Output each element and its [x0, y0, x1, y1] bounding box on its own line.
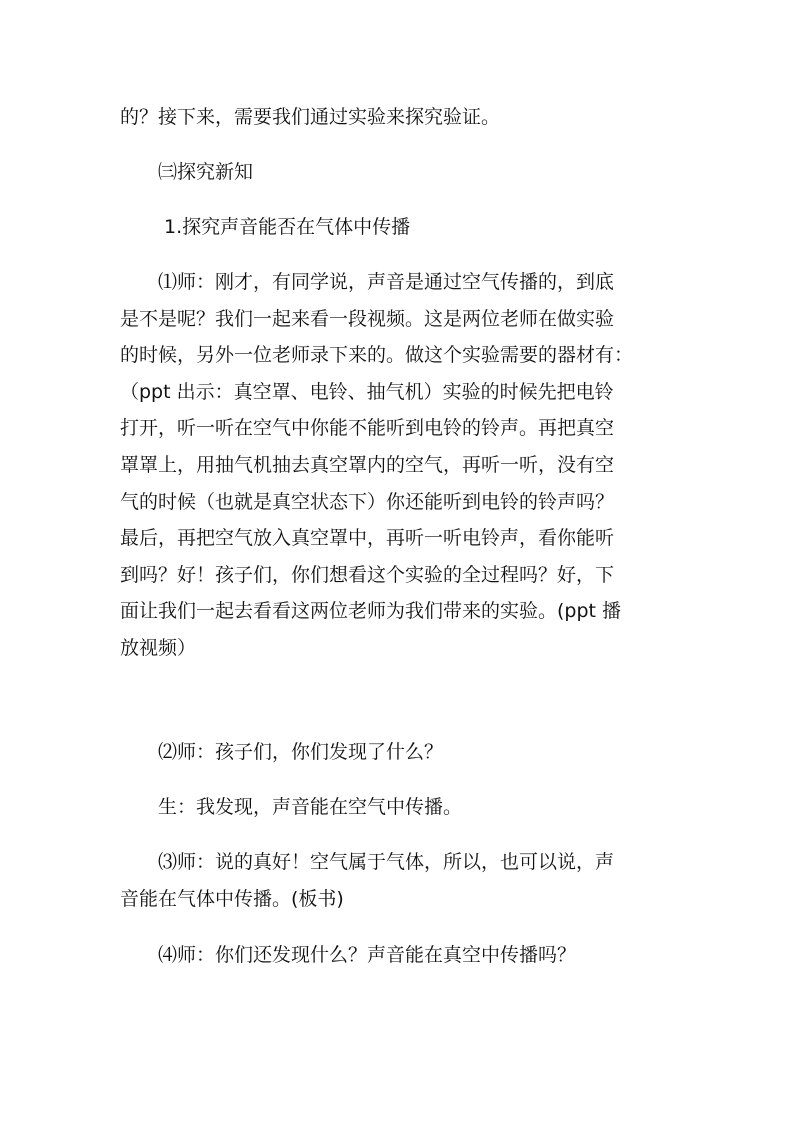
text-line: 罩罩上，用抽气机抽去真空罩内的空气，再听一听，没有空: [120, 453, 615, 476]
subsection-heading: [120, 209, 680, 246]
text-line: 是不是呢？我们一起来看一段视频。这是两位老师在做实验: [120, 307, 615, 330]
text-line: ㈢探究新知: [120, 161, 254, 183]
paragraph-step-3: [120, 844, 680, 917]
paragraph-step-1: [120, 264, 680, 667]
text-line: 面让我们一起去看看这两位老师为我们带来的实验。(ppt 播: [120, 600, 622, 623]
text-line: 音能在气体中传播。(板书): [120, 887, 344, 910]
paragraph-student-answer: [120, 789, 680, 826]
section-heading: [120, 154, 680, 191]
text-line: 最后，再把空气放入真空罩中，再听一听电铃声，看你能听: [120, 527, 615, 550]
text-line: （ppt 出示：真空罩、电铃、抽气机）实验的时候先把电铃: [120, 380, 614, 403]
text-line: 的时候，另外一位老师录下来的。做这个实验需要的器材有：: [120, 344, 634, 367]
text-line: 放视频）: [120, 636, 197, 659]
text-line: 生：我发现，声音能在空气中传播。: [120, 796, 463, 818]
text-line: ⑵师：孩子们，你们发现了什么？: [120, 741, 444, 763]
text-line: ⑴师：刚才，有同学说，声音是通过空气传播的，到底: [120, 271, 615, 293]
paragraph-step-2: [120, 734, 680, 771]
text-line: 打开，听一听在空气中你能不能听到电铃的铃声。再把真空: [120, 417, 615, 440]
text-line: 的？接下来，需要我们通过实验来探究验证。: [120, 106, 501, 128]
paragraph-step-4: [120, 937, 680, 974]
text-line: 1.探究声音能否在气体中传播: [120, 216, 411, 238]
text-line: ⑷师：你们还发现什么？声音能在真空中传播吗？: [120, 944, 577, 966]
text-line: 到吗？好！孩子们，你们想看这个实验的全过程吗？好，下: [120, 563, 615, 586]
text-line: ⑶师：说的真好！空气属于气体，所以，也可以说，声: [120, 851, 615, 873]
text-line: 气的时候（也就是真空状态下）你还能听到电铃的铃声吗？: [120, 490, 615, 513]
paragraph-intro: [120, 99, 680, 136]
